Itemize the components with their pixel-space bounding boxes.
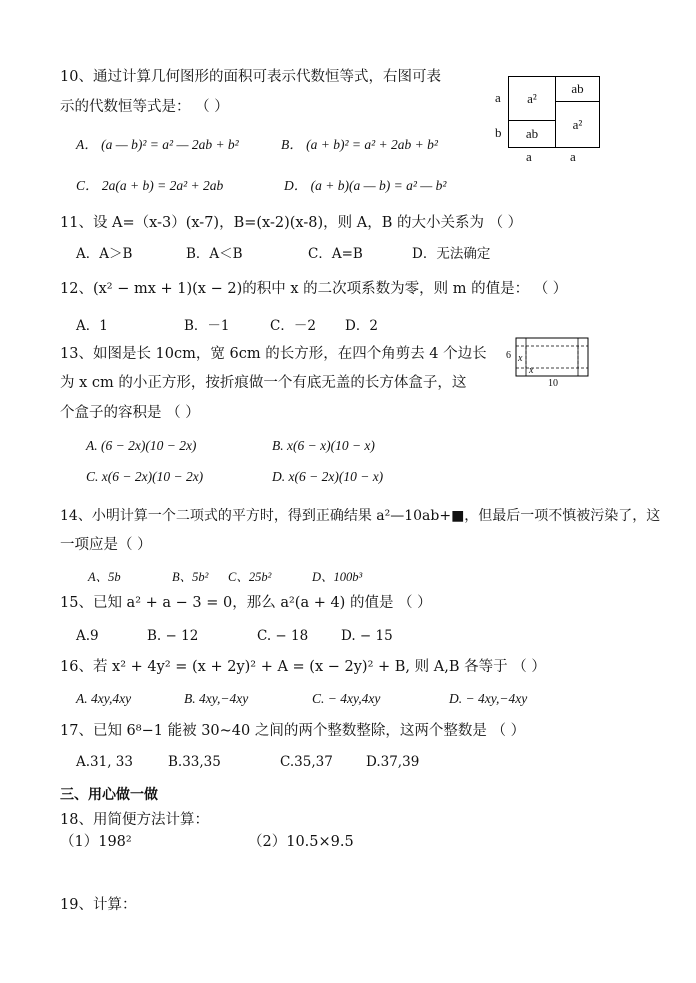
q17-stem: 17、已知 6⁸−1 能被 30~40 之间的两个整数整除，这两个整数是 （ ）: [60, 723, 526, 739]
q12-stem: 12、(x² − mx + 1)(x − 2)的积中 x 的二次项系数为零，则 m 的值是： （ ）: [60, 281, 568, 297]
q11-option-a: A．A＞B: [76, 246, 133, 262]
q14-option-d: D、100b³: [312, 570, 363, 584]
q10-fig-cell-a2-top: a²: [508, 76, 556, 121]
q14-option-c: C、25b²: [228, 570, 272, 584]
q11-option-d: D．无法确定: [412, 246, 491, 262]
q14-stem: 14、小明计算一个二项式的平方时，得到正确结果 a²—10ab+■，但最后一项不慎被污染了，这: [60, 508, 661, 524]
q19-stem: 19、计算：: [60, 897, 137, 913]
q13-fig-label-10: 10: [548, 378, 558, 389]
q10-fig-label-b: b: [495, 125, 502, 140]
q16-option-a: A. 4xy,4xy: [76, 691, 132, 706]
q10-fig-label-a: a: [495, 90, 501, 105]
q17-option-d: D.37,39: [366, 754, 420, 770]
q10-option-c: C． 2a(a + b) = 2a² + 2ab: [76, 178, 224, 193]
q12-option-c: C．－2: [270, 318, 316, 334]
q10-fig-cell-a2-bottom: a²: [555, 101, 600, 148]
q15-stem: 15、已知 a² + a − 3 = 0，那么 a²(a + 4) 的值是 （ ）: [60, 595, 432, 611]
q11-option-c: C．A=B: [308, 246, 363, 262]
q12-option-d: D．2: [345, 318, 378, 334]
section-3-title: 三、用心做一做: [60, 787, 158, 803]
q10-stem-line1: 10、通过计算几何图形的面积可表示代数恒等式，右图可表: [60, 69, 441, 85]
q10-fig-cell-ab-bottom: ab: [508, 120, 556, 148]
q15-option-d: D. − 15: [341, 628, 393, 644]
q13-option-c: C. x(6 − 2x)(10 − 2x): [86, 469, 204, 484]
q10-fig-label-bottom-a2: a: [570, 149, 576, 164]
q13-option-a: A. (6 − 2x)(10 − 2x): [86, 438, 197, 453]
q16-option-b: B. 4xy,−4xy: [184, 691, 249, 706]
q10-area-figure: [492, 74, 604, 166]
q18-stem: 18、用简便方法计算：: [60, 812, 209, 828]
q13-stem-line2: 为 x cm 的小正方形，按折痕做一个有底无盖的长方体盒子，这: [60, 375, 467, 391]
q13-fig-label-x-side: x: [518, 353, 523, 364]
q12-option-b: B．－1: [184, 318, 230, 334]
q11-option-b: B．A＜B: [186, 246, 243, 262]
q13-stem-line3: 个盒子的容积是 （ ）: [60, 405, 200, 421]
q13-option-b: B. x(6 − x)(10 − x): [272, 438, 375, 453]
q17-option-b: B.33,35: [168, 754, 221, 770]
q10-option-a: A． (a — b)² = a² — 2ab + b²: [76, 137, 239, 152]
q10-fig-label-bottom-a1: a: [526, 149, 532, 164]
q18-part-1: （1）198²: [60, 834, 132, 850]
q18-part-2: （2）10.5×9.5: [248, 834, 354, 850]
q10-option-b: B． (a + b)² = a² + 2ab + b²: [281, 137, 438, 152]
q14-option-a: A、5b: [88, 570, 121, 584]
q16-option-d: D. − 4xy,−4xy: [449, 691, 528, 706]
q17-option-c: C.35,37: [280, 754, 333, 770]
q15-option-c: C. − 18: [257, 628, 309, 644]
q15-option-b: B. − 12: [147, 628, 199, 644]
q15-option-a: A.9: [76, 628, 99, 644]
q17-option-a: A.31, 33: [76, 754, 133, 770]
q13-fig-label-6: 6: [506, 350, 511, 361]
q13-fig-label-x-bottom: x: [529, 365, 534, 376]
q16-stem: 16、若 x² + 4y² = (x + 2y)² + A = (x − 2y)² + B, 则 A,B 各等于 （ ）: [60, 659, 546, 675]
q13-option-d: D. x(6 − 2x)(10 − x): [272, 469, 384, 484]
q11-stem: 11、设 A=（x-3）(x-7)，B=(x-2)(x-8)，则 A，B 的大小关系为 （ ）: [60, 215, 523, 231]
q10-stem-line2: 示的代数恒等式是： （ ）: [60, 99, 229, 115]
q16-option-c: C. − 4xy,4xy: [312, 691, 381, 706]
q10-option-d: D． (a + b)(a — b) = a² — b²: [284, 178, 447, 193]
q14-stem-line2: 一项应是（ ）: [60, 537, 152, 553]
q13-stem-line1: 13、如图是长 10cm，宽 6cm 的长方形，在四个角剪去 4 个边长: [60, 346, 487, 362]
q10-fig-cell-ab-top: ab: [555, 76, 600, 102]
q12-option-a: A．1: [76, 318, 108, 334]
q14-option-b: B、5b²: [172, 570, 209, 584]
q13-box-figure: [506, 334, 592, 390]
